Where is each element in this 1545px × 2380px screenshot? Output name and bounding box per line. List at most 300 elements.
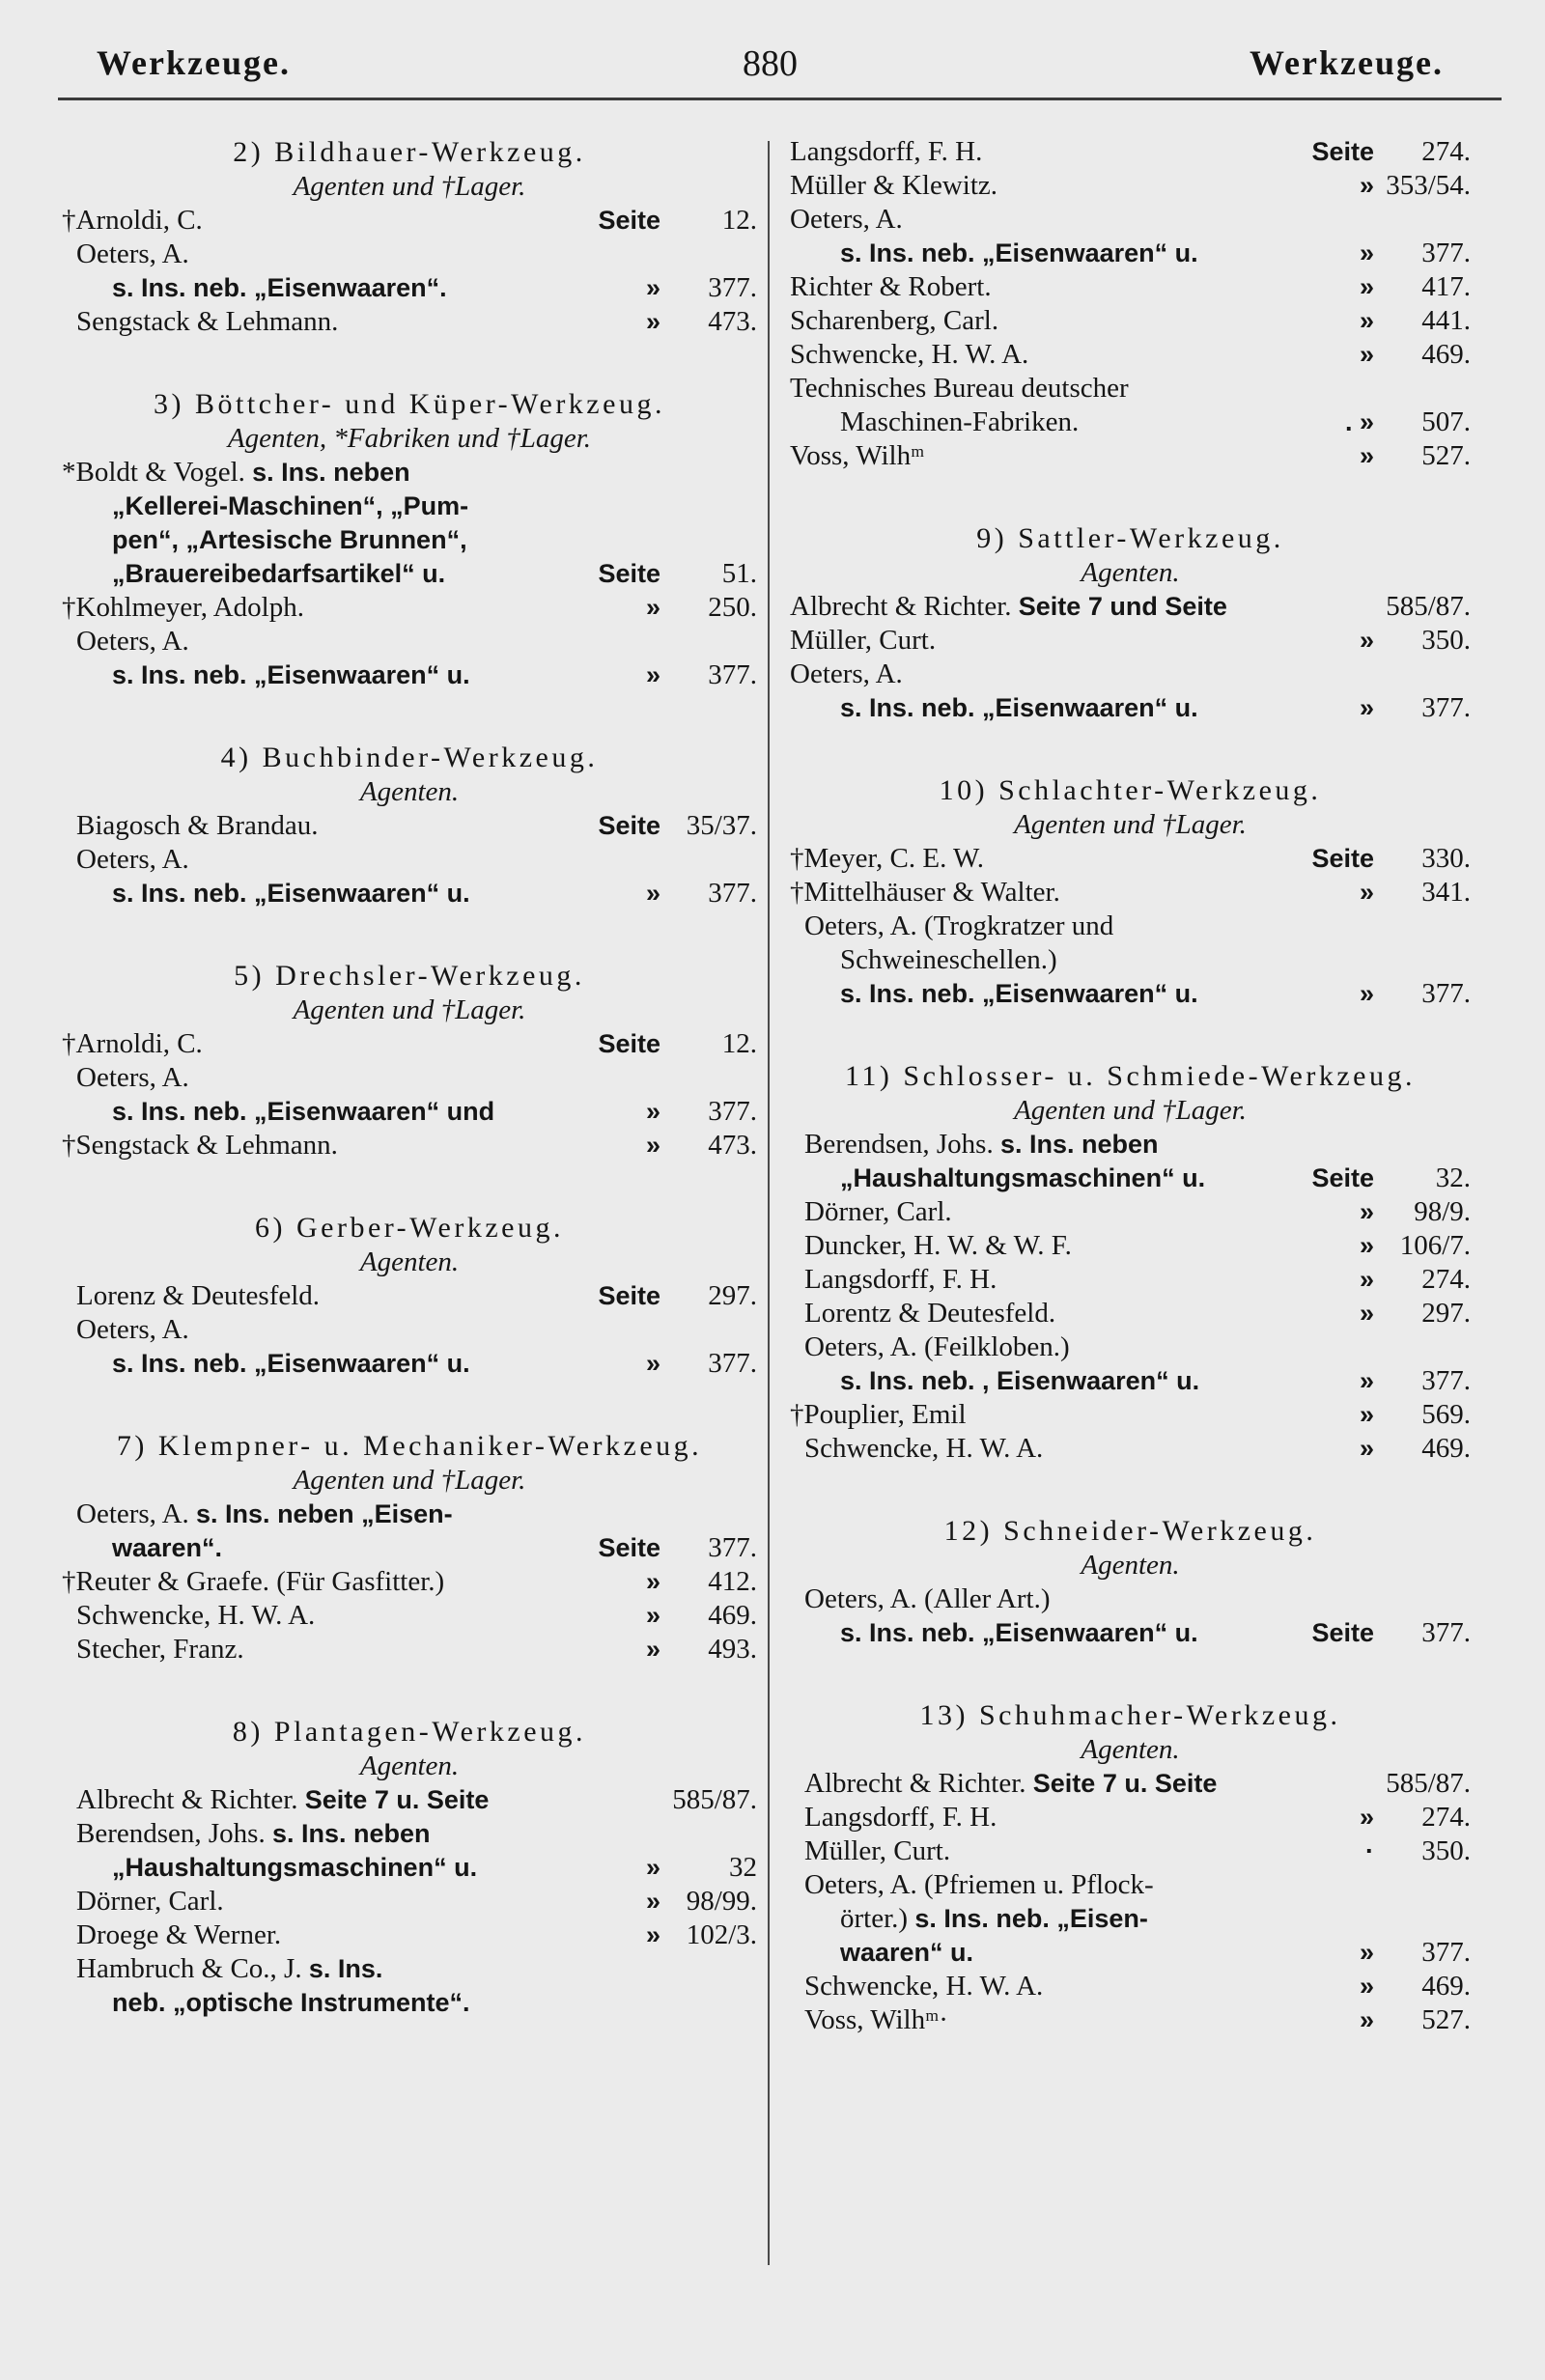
directory-entry <box>62 591 757 625</box>
directory-entry <box>62 843 757 877</box>
seite-marker: » <box>1359 1299 1374 1328</box>
section-subtitle: Agenten. <box>1081 1550 1180 1581</box>
directory-entry <box>790 1364 1471 1398</box>
directory-entry <box>62 490 757 523</box>
entry-name: †Mittelhäuser & Walter. <box>790 877 1060 908</box>
seite-marker: » <box>1359 626 1374 655</box>
seite-marker: . » <box>1344 407 1374 436</box>
page-reference: 350. <box>1421 625 1471 656</box>
entry-name: †Kohlmeyer, Adolph. <box>62 592 304 623</box>
seite-marker: » <box>1359 1803 1374 1832</box>
section-title: 2) Bildhauer-Werkzeug. <box>233 136 586 168</box>
page-reference: 377. <box>1421 1617 1471 1648</box>
entry-name: Schwencke, H. W. A. <box>790 339 1029 370</box>
directory-entry <box>790 977 1471 1011</box>
page-reference: 441. <box>1421 305 1471 336</box>
entry-name: waaren“. <box>112 1533 223 1562</box>
directory-entry <box>790 372 1471 406</box>
entry-name: Oeters, A. <box>76 844 189 875</box>
section-subtitle: Agenten und †Lager. <box>293 1465 526 1496</box>
section-gap <box>62 1666 757 1715</box>
entry-name: †Arnoldi, C. <box>62 205 203 236</box>
insert-reference: s. Ins. <box>308 1954 383 1983</box>
insert-reference: s. Ins. neben <box>999 1130 1159 1159</box>
entry-name: s. Ins. neb. „Eisenwaaren“ u. <box>840 238 1198 267</box>
entry-name: *Boldt & Vogel. s. Ins. neben <box>62 457 410 488</box>
directory-entry <box>62 1313 757 1347</box>
section-title: 12) Schneider-Werkzeug. <box>943 1515 1317 1547</box>
seite-marker: » <box>645 1567 660 1596</box>
entry-name: Albrecht & Richter. Seite 7 u. Seite <box>76 1784 490 1815</box>
page-reference: 98/9. <box>1414 1196 1471 1227</box>
directory-entry <box>790 1616 1471 1650</box>
entry-name: s. Ins. neb. „Eisenwaaren“ u. <box>112 660 470 689</box>
entry-name: pen“, „Artesische Brunnen“, <box>112 525 467 554</box>
page-number: 880 <box>743 43 798 84</box>
entry-name: Richter & Robert. <box>790 271 992 302</box>
seite-marker: » <box>1359 306 1374 335</box>
page-reference: 469. <box>708 1600 757 1631</box>
insert-reference: Seite 7 u. Seite <box>304 1785 490 1814</box>
entry-name: Oeters, A. (Feilkloben.) <box>804 1331 1070 1362</box>
page-reference: 377. <box>708 659 757 690</box>
section-gap <box>790 725 1471 773</box>
entry-name: Langsdorff, F. H. <box>790 136 983 167</box>
page-reference: 274. <box>1421 1264 1471 1295</box>
page-reference: 377. <box>708 878 757 909</box>
directory-section <box>790 1514 1471 1650</box>
directory-entry <box>62 1129 757 1162</box>
insert-reference: Seite 7 und Seite <box>1018 592 1227 621</box>
directory-entry <box>790 1970 1471 2003</box>
left-column <box>62 135 757 2020</box>
entry-name: Voss, Wilhᵐ <box>790 440 925 471</box>
directory-section <box>62 1211 757 1381</box>
entry-name: †Sengstack & Lehmann. <box>62 1130 338 1161</box>
section-gap <box>62 910 757 959</box>
directory-entry <box>62 877 757 910</box>
seite-marker: » <box>645 307 660 336</box>
section-title: 5) Drechsler-Werkzeug. <box>234 960 585 992</box>
seite-marker: » <box>1359 238 1374 267</box>
seite-marker: » <box>1359 1366 1374 1395</box>
page-header <box>97 42 1444 91</box>
running-head-left: Werkzeuge. <box>97 43 291 82</box>
directory-entry <box>62 523 757 557</box>
page-reference: 12. <box>721 205 757 236</box>
entry-name: waaren“ u. <box>840 1938 974 1967</box>
directory-entry <box>790 439 1471 473</box>
seite-marker: » <box>1359 979 1374 1008</box>
seite-marker: » <box>1359 693 1374 722</box>
section-gap <box>790 1650 1471 1698</box>
entry-name: Oeters, A. <box>790 658 903 689</box>
entry-name: s. Ins. neb. , Eisenwaaren“ u. <box>840 1366 1200 1395</box>
seite-marker: » <box>645 1920 660 1949</box>
directory-entry <box>62 1851 757 1885</box>
seite-marker: » <box>1359 171 1374 200</box>
entry-name: Oeters, A. (Trogkratzer und <box>804 910 1114 941</box>
seite-marker: » <box>1359 1972 1374 2001</box>
seite-marker: Seite <box>598 811 660 840</box>
page-reference: 377. <box>708 272 757 303</box>
page-reference: 12. <box>721 1028 757 1059</box>
seite-marker: » <box>645 273 660 302</box>
entry-name: Dörner, Carl. <box>76 1886 224 1917</box>
seite-marker: » <box>645 1853 660 1882</box>
seite-marker: » <box>645 1097 660 1126</box>
directory-entry <box>790 876 1471 910</box>
page-reference: 274. <box>1421 1802 1471 1833</box>
directory-entry <box>62 1498 757 1531</box>
directory-entry <box>62 1633 757 1666</box>
directory-entry <box>62 1918 757 1952</box>
page-reference: 377. <box>1421 1937 1471 1968</box>
page-reference: 297. <box>1421 1298 1471 1329</box>
directory-section <box>790 773 1471 1011</box>
entry-name: Lorentz & Deutesfeld. <box>804 1298 1056 1329</box>
directory-section <box>62 1429 757 1666</box>
entry-name: neb. „optische Instrumente“. <box>112 1988 470 2017</box>
entry-name: s. Ins. neb. „Eisenwaaren“ u. <box>840 979 1198 1008</box>
entry-name: Oeters, A. s. Ins. neben „Eisen- <box>76 1498 453 1529</box>
directory-entry <box>62 204 757 238</box>
section-subtitle: Agenten. <box>359 1246 460 1277</box>
directory-entry <box>790 338 1471 372</box>
header-rule <box>58 98 1502 100</box>
section-title: 6) Gerber-Werkzeug. <box>254 1212 564 1244</box>
section-title: 9) Sattler-Werkzeug. <box>976 522 1284 554</box>
entry-name: Schwencke, H. W. A. <box>804 1971 1044 2002</box>
seite-marker: » <box>645 1131 660 1160</box>
seite-marker: » <box>1359 1197 1374 1226</box>
entry-name: Albrecht & Richter. Seite 7 und Seite <box>790 591 1227 622</box>
section-subtitle: Agenten, *Fabriken und †Lager. <box>227 423 592 454</box>
insert-reference: s. Ins. neben „Eisen- <box>196 1499 453 1528</box>
entry-name: Müller & Klewitz. <box>790 170 998 201</box>
page-reference: 569. <box>1421 1399 1471 1430</box>
seite-marker: » <box>645 879 660 908</box>
entry-name: Langsdorff, F. H. <box>804 1264 997 1295</box>
directory-entry <box>62 1885 757 1918</box>
entry-name: Langsdorff, F. H. <box>804 1802 997 1833</box>
seite-marker: » <box>1359 1231 1374 1260</box>
seite-marker: » <box>1359 272 1374 301</box>
directory-entry <box>62 658 757 692</box>
directory-section <box>790 1698 1471 2037</box>
directory-entry <box>790 237 1471 270</box>
entry-name: Oeters, A. <box>790 204 903 235</box>
page-reference: 51. <box>721 558 757 589</box>
directory-section <box>790 1059 1471 1466</box>
directory-entry <box>62 1952 757 1986</box>
entry-name: s. Ins. neb. „Eisenwaaren“ u. <box>112 1349 470 1378</box>
page-reference: 377. <box>1421 1365 1471 1396</box>
page-reference: 250. <box>708 592 757 623</box>
seite-marker: » <box>1359 340 1374 369</box>
seite-marker: » <box>645 660 660 689</box>
seite-marker: » <box>645 1635 660 1664</box>
entry-name: s. Ins. neb. „Eisenwaaren“. <box>112 273 447 302</box>
entry-name: †Pouplier, Emil <box>790 1399 967 1430</box>
page-reference: 350. <box>1421 1835 1471 1866</box>
entry-name: „Kellerei-Maschinen“, „Pum- <box>112 491 469 520</box>
directory-section <box>62 135 757 339</box>
page-reference: 377. <box>1421 692 1471 723</box>
entry-name: s. Ins. neb. „Eisenwaaren“ und <box>112 1097 495 1126</box>
entry-name: „Haushaltungsmaschinen“ u. <box>840 1163 1206 1192</box>
page-reference: 473. <box>708 306 757 337</box>
directory-entry <box>62 1817 757 1851</box>
page-reference: 377. <box>708 1096 757 1127</box>
directory-entry <box>790 1868 1471 1902</box>
directory-entry <box>790 1936 1471 1970</box>
directory-entry <box>790 910 1471 943</box>
directory-entry <box>790 658 1471 691</box>
entry-name: Scharenberg, Carl. <box>790 305 999 336</box>
entry-name: Technisches Bureau deutscher <box>790 373 1129 404</box>
directory-entry <box>790 1398 1471 1432</box>
page-reference: 493. <box>708 1634 757 1665</box>
page-reference: 417. <box>1421 271 1471 302</box>
entry-name: Müller, Curt. <box>804 1835 951 1866</box>
page-reference: 377. <box>708 1348 757 1379</box>
directory-entry <box>790 2003 1471 2037</box>
entry-name: Oeters, A. <box>76 1314 189 1345</box>
entry-name: Oeters, A. <box>76 1062 189 1093</box>
directory-entry <box>790 1582 1471 1616</box>
directory-entry <box>790 842 1471 876</box>
seite-marker: Seite <box>598 1533 660 1562</box>
column-divider <box>768 141 770 2265</box>
section-title: 11) Schlosser- u. Schmiede-Werkzeug. <box>845 1060 1416 1092</box>
page-reference: 412. <box>708 1566 757 1597</box>
section-subtitle: Agenten. <box>359 1750 460 1781</box>
directory-entry <box>62 305 757 339</box>
section-gap <box>62 1381 757 1429</box>
entry-name: Hambruch & Co., J. s. Ins. <box>76 1953 383 1984</box>
entry-name: „Haushaltungsmaschinen“ u. <box>112 1853 478 1882</box>
insert-reference: s. Ins. neben <box>252 458 410 487</box>
section-subtitle: Agenten und †Lager. <box>293 994 526 1025</box>
directory-entry <box>62 1061 757 1095</box>
section-gap <box>62 1162 757 1211</box>
entry-name: Albrecht & Richter. Seite 7 u. Seite <box>804 1768 1218 1799</box>
entry-name: †Reuter & Graefe. (Für Gasfitter.) <box>62 1566 445 1597</box>
right-column <box>790 135 1471 2037</box>
directory-entry <box>790 943 1471 977</box>
seite-marker: » <box>1359 878 1374 907</box>
entry-name: Oeters, A. (Aller Art.) <box>804 1583 1051 1614</box>
directory-entry <box>790 406 1471 439</box>
directory-entry <box>62 1531 757 1565</box>
directory-entry <box>790 1263 1471 1297</box>
directory-entry <box>790 624 1471 658</box>
seite-marker: » <box>1359 1938 1374 1967</box>
entry-name: Berendsen, Johs. s. Ins. neben <box>804 1129 1159 1160</box>
section-gap <box>790 1011 1471 1059</box>
section-subtitle: Agenten. <box>1081 1734 1180 1765</box>
page-reference: 527. <box>1421 440 1471 471</box>
directory-entry <box>790 1767 1471 1801</box>
page-reference: 35/37. <box>686 810 757 841</box>
page-reference: 98/99. <box>686 1886 757 1917</box>
seite-marker: » <box>645 593 660 622</box>
entry-name: Voss, Wilhᵐ· <box>804 2004 948 2035</box>
section-gap <box>790 473 1471 521</box>
entry-name: Duncker, H. W. & W. F. <box>804 1230 1072 1261</box>
directory-entry <box>790 203 1471 237</box>
page-reference: 32 <box>729 1852 757 1883</box>
entry-name: „Brauereibedarfsartikel“ u. <box>112 559 446 588</box>
directory-entry <box>62 456 757 490</box>
section-gap <box>62 692 757 741</box>
directory-entry <box>62 1783 757 1817</box>
page-reference: 106/7. <box>1399 1230 1471 1261</box>
insert-reference: s. Ins. neben <box>271 1819 431 1848</box>
directory-entry <box>62 1095 757 1129</box>
entry-name: s. Ins. neb. „Eisenwaaren“ u. <box>840 1618 1198 1647</box>
section-title: 8) Plantagen-Werkzeug. <box>232 1716 587 1748</box>
directory-entry <box>62 238 757 271</box>
directory-entry <box>790 1128 1471 1162</box>
entry-name: Schwencke, H. W. A. <box>804 1433 1044 1464</box>
page-reference: 377. <box>708 1532 757 1563</box>
directory-section <box>62 1715 757 2020</box>
directory-section <box>790 521 1471 725</box>
page-reference: 297. <box>708 1280 757 1311</box>
page-reference: 507. <box>1421 406 1471 437</box>
entry-name: Oeters, A. <box>76 626 189 657</box>
entry-name: Biagosch & Brandau. <box>76 810 319 841</box>
section-title: 13) Schuhmacher-Werkzeug. <box>919 1699 1341 1731</box>
entry-name: Sengstack & Lehmann. <box>76 306 339 337</box>
page-reference: 102/3. <box>686 1919 757 1950</box>
directory-entry <box>62 1279 757 1313</box>
seite-marker: » <box>1359 441 1374 470</box>
directory-entry <box>790 1801 1471 1834</box>
entry-name: Lorenz & Deutesfeld. <box>76 1280 321 1311</box>
entry-name: †Meyer, C. E. W. <box>790 843 985 874</box>
entry-name: Maschinen-Fabriken. <box>840 406 1080 437</box>
section-subtitle: Agenten und †Lager. <box>293 171 526 202</box>
directory-entry <box>790 1432 1471 1466</box>
page-reference: 274. <box>1421 136 1471 167</box>
entry-name: †Arnoldi, C. <box>62 1028 203 1059</box>
section-subtitle: Agenten und †Lager. <box>1014 809 1247 840</box>
entry-name: Oeters, A. (Pfriemen u. Pflock- <box>804 1869 1154 1900</box>
directory-entry <box>790 1834 1471 1868</box>
page-reference: 469. <box>1421 1971 1471 2002</box>
entry-name: s. Ins. neb. „Eisenwaaren“ u. <box>112 879 470 908</box>
page-reference: 469. <box>1421 339 1471 370</box>
entry-name: Müller, Curt. <box>790 625 937 656</box>
page-reference: 377. <box>1421 238 1471 268</box>
seite-marker: » <box>1359 1434 1374 1463</box>
section-title: 4) Buchbinder-Werkzeug. <box>220 742 599 773</box>
seite-marker: » <box>1359 2005 1374 2034</box>
seite-marker: Seite <box>1311 1618 1374 1647</box>
seite-marker: » <box>645 1349 660 1378</box>
directory-entry <box>62 625 757 658</box>
seite-marker: Seite <box>1311 1163 1374 1192</box>
directory-section <box>62 741 757 910</box>
entry-name: Oeters, A. <box>76 238 189 269</box>
directory-entry <box>790 135 1471 169</box>
section-title: 3) Böttcher- und Küper-Werkzeug. <box>154 388 665 420</box>
directory-entry <box>790 1162 1471 1195</box>
directory-entry <box>790 1330 1471 1364</box>
entry-name: Schweineschellen.) <box>840 944 1057 975</box>
page-reference: 341. <box>1421 877 1471 908</box>
directory-entry <box>62 809 757 843</box>
page-reference: 469. <box>1421 1433 1471 1464</box>
seite-marker: » <box>1359 1265 1374 1294</box>
section-gap <box>62 339 757 387</box>
directory-entry <box>62 271 757 305</box>
seite-marker: » <box>645 1887 660 1916</box>
seite-marker: Seite <box>598 559 660 588</box>
directory-section <box>62 387 757 692</box>
section-gap <box>790 1466 1471 1514</box>
seite-marker: Seite <box>598 1281 660 1310</box>
page-reference: 377. <box>1421 978 1471 1009</box>
directory-entry <box>790 270 1471 304</box>
directory-entry <box>790 691 1471 725</box>
directory-entry <box>790 1195 1471 1229</box>
page-reference: 473. <box>708 1130 757 1161</box>
directory-entry <box>62 1347 757 1381</box>
directory-entry <box>790 1902 1471 1936</box>
section-title: 7) Klempner- u. Mechaniker-Werkzeug. <box>116 1430 703 1462</box>
entry-name: Berendsen, Johs. s. Ins. neben <box>76 1818 431 1849</box>
page-reference: 330. <box>1421 843 1471 874</box>
page-reference: 32. <box>1435 1162 1471 1193</box>
entry-name: Dörner, Carl. <box>804 1196 952 1227</box>
directory-entry <box>62 1599 757 1633</box>
directory-entry <box>62 557 757 591</box>
section-subtitle: Agenten und †Lager. <box>1014 1095 1247 1126</box>
seite-marker: Seite <box>1311 137 1374 166</box>
insert-reference: Seite 7 u. Seite <box>1032 1769 1218 1798</box>
entry-name: s. Ins. neb. „Eisenwaaren“ u. <box>840 693 1198 722</box>
entry-name: Droege & Werner. <box>76 1919 282 1950</box>
directory-entry <box>790 169 1471 203</box>
page-reference: 585/87. <box>1386 591 1471 622</box>
directory-entry <box>62 1027 757 1061</box>
directory-entry <box>62 1565 757 1599</box>
section-title: 10) Schlachter-Werkzeug. <box>939 774 1322 806</box>
page-reference: 585/87. <box>1386 1768 1471 1799</box>
section-subtitle: Agenten. <box>359 776 460 807</box>
seite-marker: Seite <box>598 1029 660 1058</box>
insert-reference: s. Ins. neb. „Eisen- <box>914 1904 1148 1933</box>
directory-section <box>790 135 1471 473</box>
seite-marker: Seite <box>598 206 660 235</box>
seite-marker: » <box>1359 1400 1374 1429</box>
directory-entry <box>790 1229 1471 1263</box>
section-subtitle: Agenten. <box>1081 557 1180 588</box>
directory-entry <box>62 1986 757 2020</box>
page-reference: 353/54. <box>1386 170 1471 201</box>
running-head-right: Werkzeuge. <box>1250 43 1444 82</box>
directory-section <box>62 959 757 1162</box>
seite-marker: Seite <box>1311 844 1374 873</box>
directory-entry <box>790 590 1471 624</box>
page-reference: 585/87. <box>672 1784 757 1815</box>
entry-name: örter.) s. Ins. neb. „Eisen- <box>840 1903 1148 1934</box>
directory-entry <box>790 304 1471 338</box>
